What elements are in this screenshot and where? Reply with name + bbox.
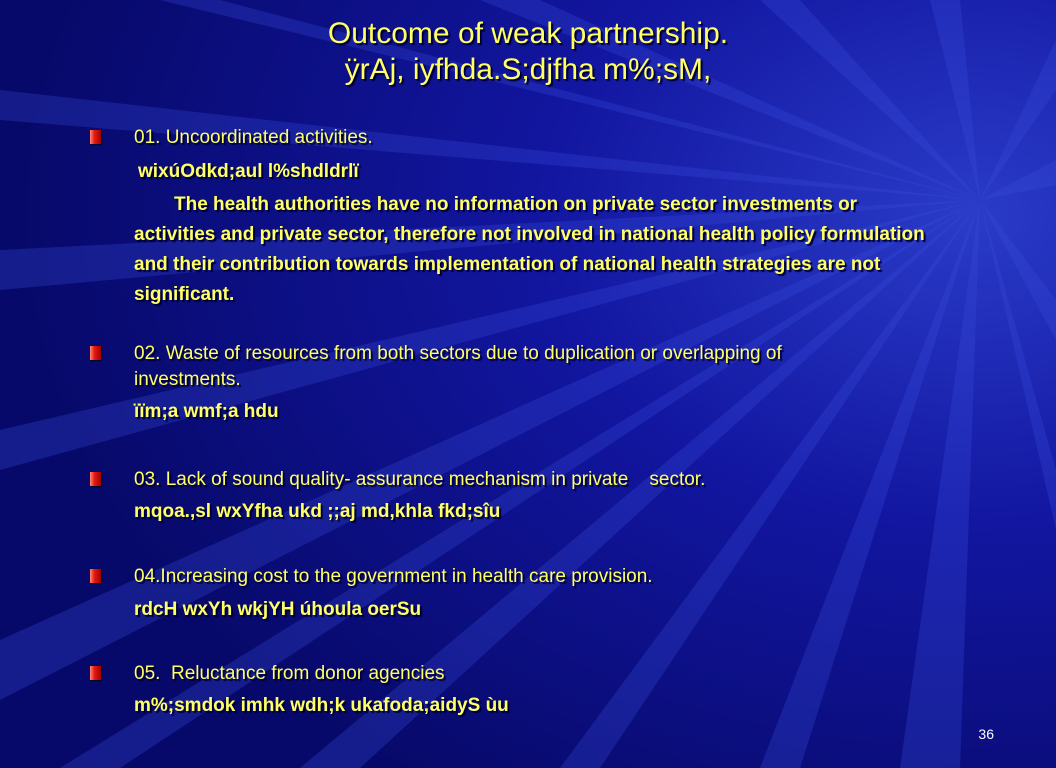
item-2-heading-line1: 02. Waste of resources from both sectors due to duplication or overlapping of: [134, 343, 782, 364]
item-3-sinhala: mqoa.,sl wxYfha ukd ;;aj md,khla fkd;sîu: [134, 501, 501, 522]
page-number: 36: [978, 726, 994, 742]
item-3-heading: 03. Lack of sound quality- assurance mechanism in private sector.: [134, 469, 706, 490]
bullet-icon: [90, 666, 101, 680]
item-1-heading: 01. Uncoordinated activities.: [134, 127, 373, 148]
title-line-english: Outcome of weak partnership.: [327, 17, 729, 50]
title-line-sinhala: ÿrAj, iyfhda.S;djfha m%;sM,: [344, 53, 712, 86]
item-4-sinhala: rdcH wxYh wkjYH úhoula oerSu: [134, 599, 422, 620]
item-5-sinhala: m%;smdok imhk wdh;k ukafoda;aidyS ùu: [134, 695, 509, 716]
bullet-icon: [90, 130, 101, 144]
bullet-icon: [90, 346, 101, 360]
item-2-sinhala: ïïm;a wmf;a hdu: [134, 401, 279, 422]
item-4-heading: 04.Increasing cost to the government in health care provision.: [134, 566, 653, 587]
bullet-icon: [90, 569, 101, 583]
bullet-icon: [90, 472, 101, 486]
item-2-heading-line2: investments.: [134, 369, 241, 390]
slide-title: [0, 16, 1056, 88]
item-1-sinhala: wixúOdkd;aul l%shdldrlï: [138, 161, 359, 182]
item-1-detail: The health authorities have no information on private sector investments or activities and private sector, therefore not involved in national health policy formulation and their contribution towards implementation of national health strategies are not significant.: [134, 194, 925, 305]
item-5-heading: 05. Reluctance from donor agencies: [134, 663, 445, 684]
